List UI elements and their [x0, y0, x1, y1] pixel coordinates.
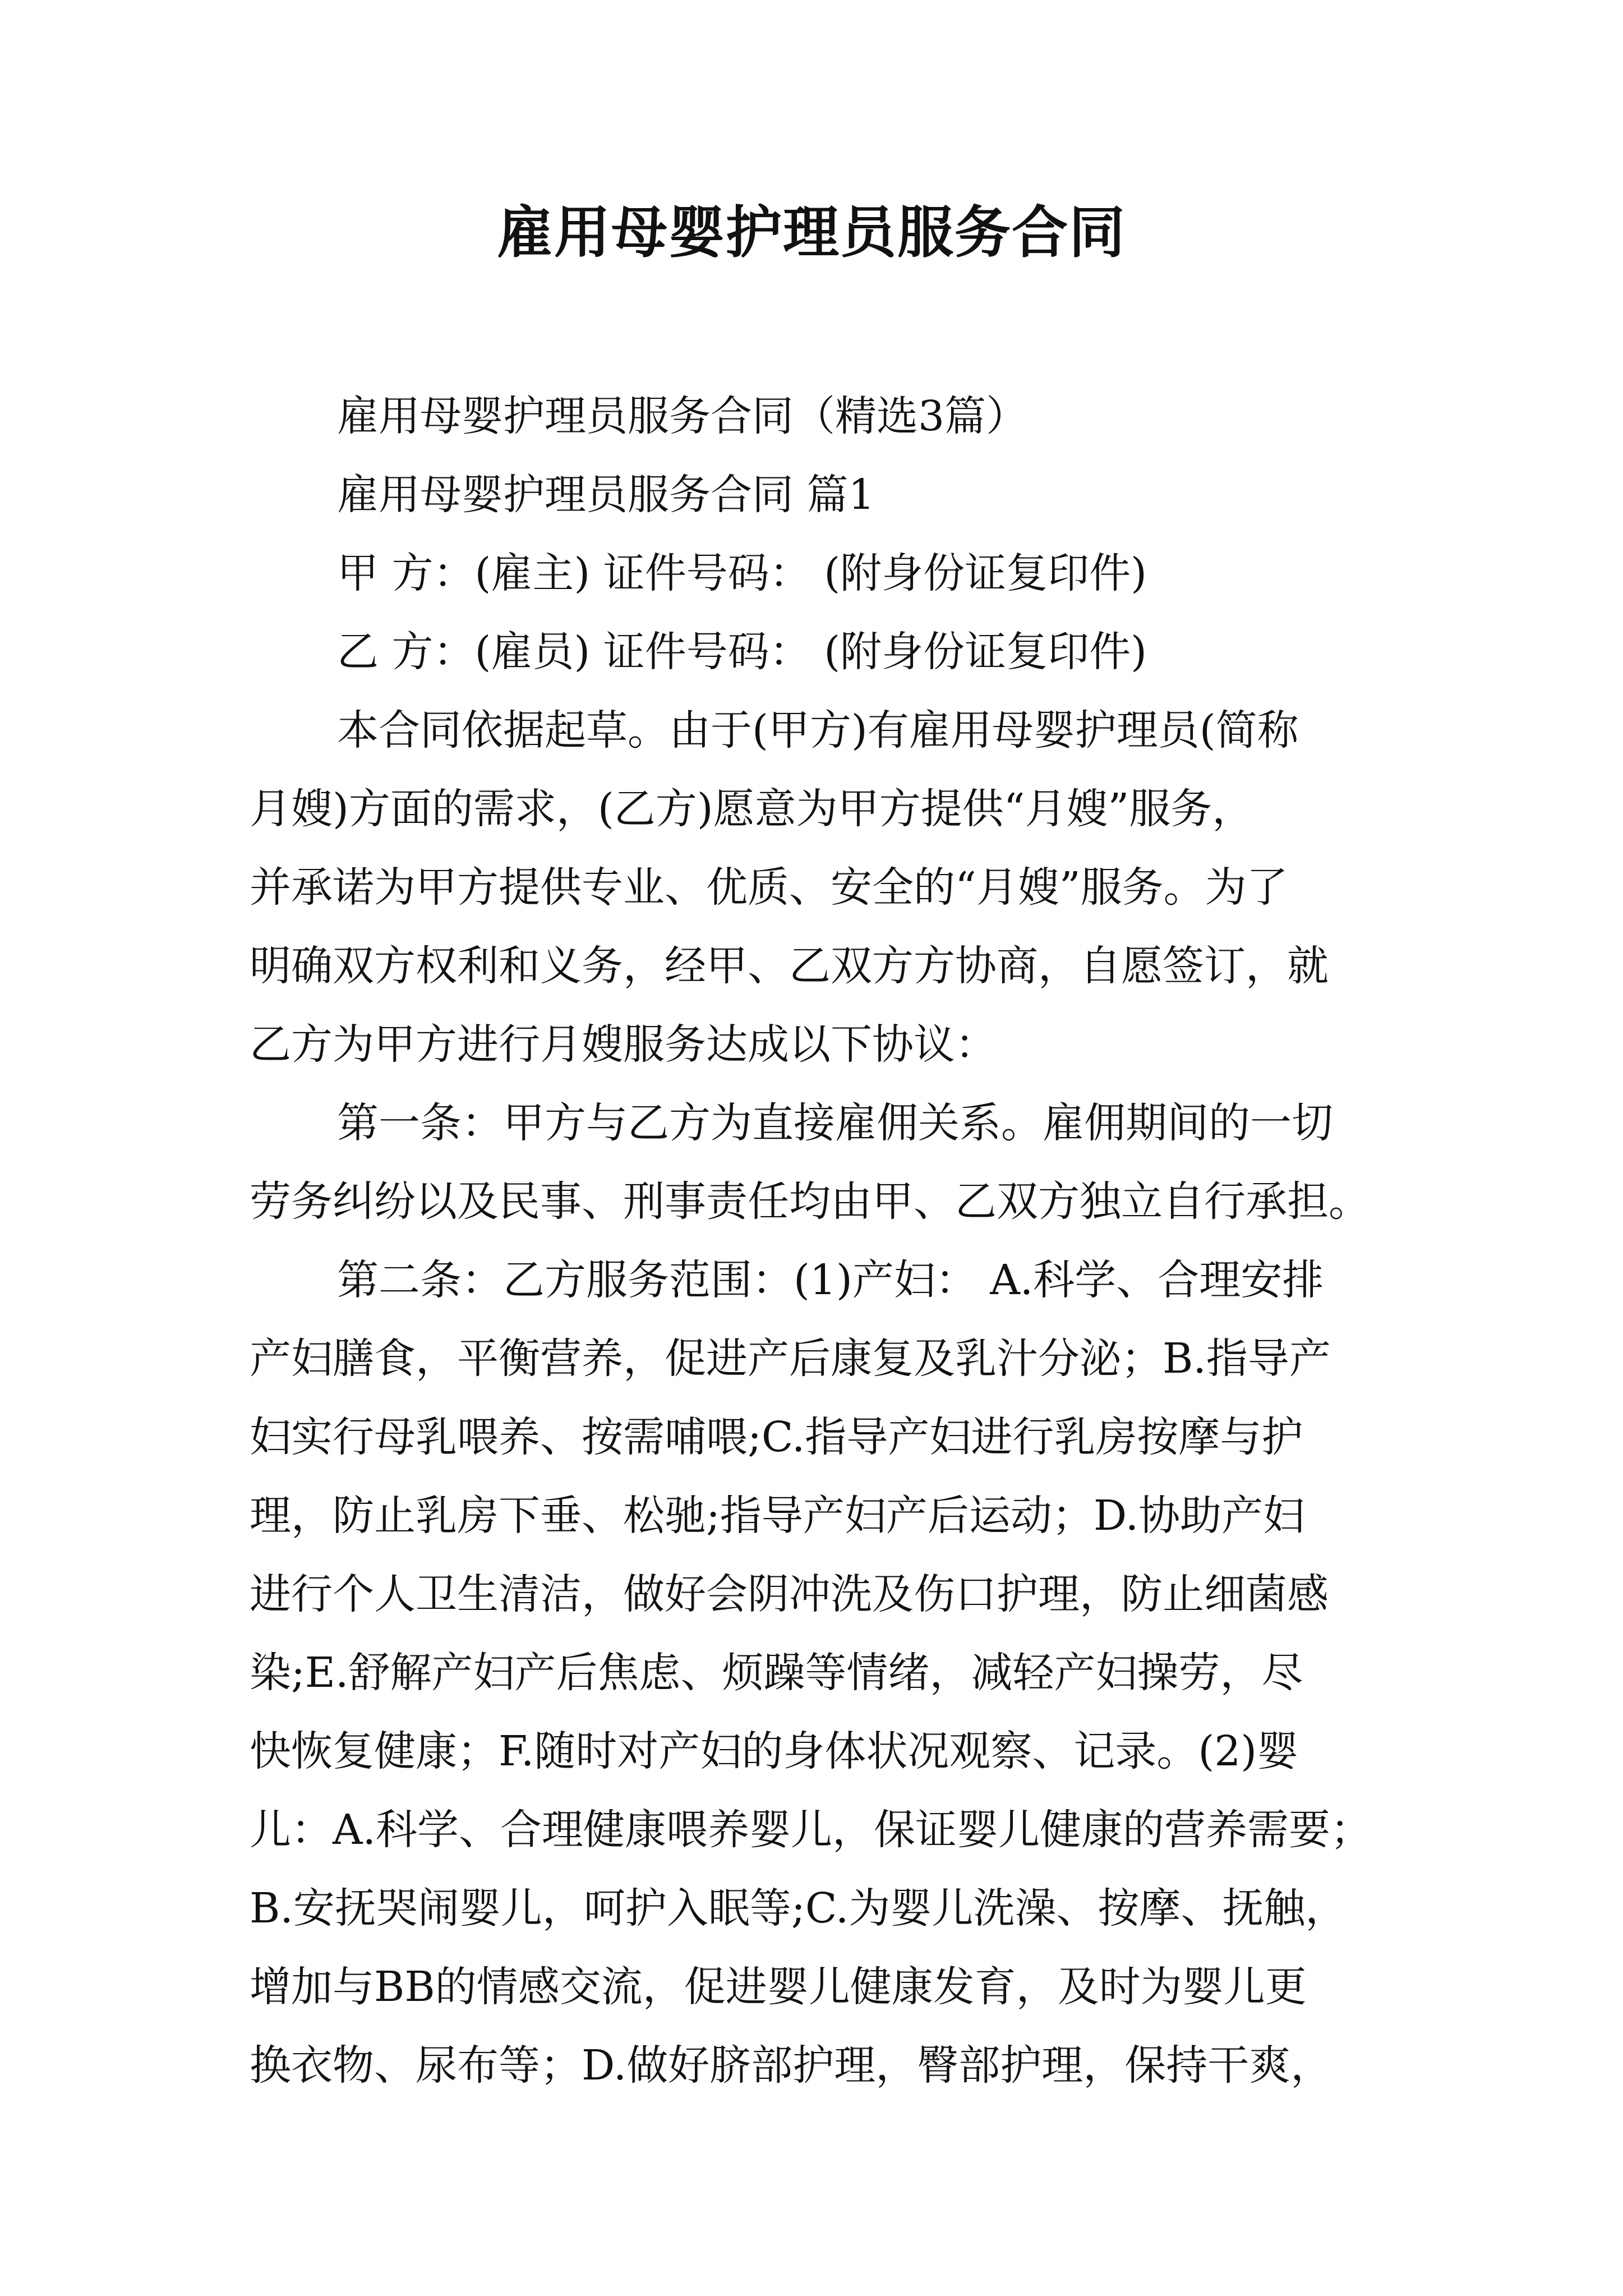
party-b-line: 乙 方：(雇员) 证件号码： (附身份证复印件): [337, 628, 1147, 676]
text-line: 月嫂)方面的需求，(乙方)愿意为甲方提供“月嫂”服务，: [250, 785, 1254, 833]
text-line: 增加与BB的情感交流，促进婴儿健康发育，及时为婴儿更: [250, 1963, 1307, 2011]
text-line: 乙方为甲方进行月嫂服务达成以下协议：: [250, 1020, 997, 1069]
document-body: [250, 377, 1374, 2105]
text-line: 快恢复健康；F.随时对产妇的身体状况观察、记录。(2)婴: [250, 1727, 1299, 1775]
text-line: 劳务纠纷以及民事、刑事责任均由甲、乙双方独立自行承担。: [250, 1177, 1370, 1226]
paragraph-article-1: [250, 1084, 1374, 1241]
text-line: 产妇膳食，平衡营养，促进产后康复及乳汁分泌；B.指导产: [250, 1335, 1331, 1383]
subtitle-line: 雇用母婴护理员服务合同（精选3篇）: [337, 392, 1028, 440]
text-line: B.安抚哭闹婴儿，呵护入眠等;C.为婴儿洗澡、按摩、抚触，: [250, 1884, 1347, 1932]
text-line: 并承诺为甲方提供专业、优质、安全的“月嫂”服务。为了: [250, 863, 1288, 912]
document-title: 雇用母婴护理员服务合同: [497, 200, 1126, 265]
party-a-line: 甲 方：(雇主) 证件号码： (附身份证复印件): [337, 549, 1147, 597]
text-line: 第一条：甲方与乙方为直接雇佣关系。雇佣期间的一切: [337, 1099, 1333, 1147]
text-line: 染;E.舒解产妇产后焦虑、烦躁等情绪，减轻产妇操劳，尽: [250, 1649, 1303, 1697]
text-line: 儿：A.科学、合理健康喂养婴儿，保证婴儿健康的营养需要；: [250, 1806, 1372, 1854]
paragraph-article-2: [250, 1241, 1374, 2105]
text-line: 进行个人卫生清洁，做好会阴冲洗及伤口护理，防止细菌感: [250, 1570, 1329, 1618]
text-line: 理，防止乳房下垂、松驰;指导产妇产后运动；D.协助产妇: [250, 1492, 1305, 1540]
text-line: 本合同依据起草。由于(甲方)有雇用母婴护理员(简称: [337, 706, 1299, 754]
text-line: 妇实行母乳喂养、按需哺喂;C.指导产妇进行乳房按摩与护: [250, 1413, 1303, 1461]
paragraph-preamble: [250, 691, 1374, 1084]
text-line: 换衣物、尿布等；D.做好脐部护理，臀部护理，保持干爽，: [250, 2041, 1332, 2090]
section-heading: 雇用母婴护理员服务合同 篇1: [337, 471, 875, 519]
text-line: 第二条：乙方服务范围：(1)产妇： A.科学、合理安排: [337, 1256, 1324, 1304]
text-line: 明确双方权利和义务，经甲、乙双方方协商，自愿签订，就: [250, 942, 1329, 990]
